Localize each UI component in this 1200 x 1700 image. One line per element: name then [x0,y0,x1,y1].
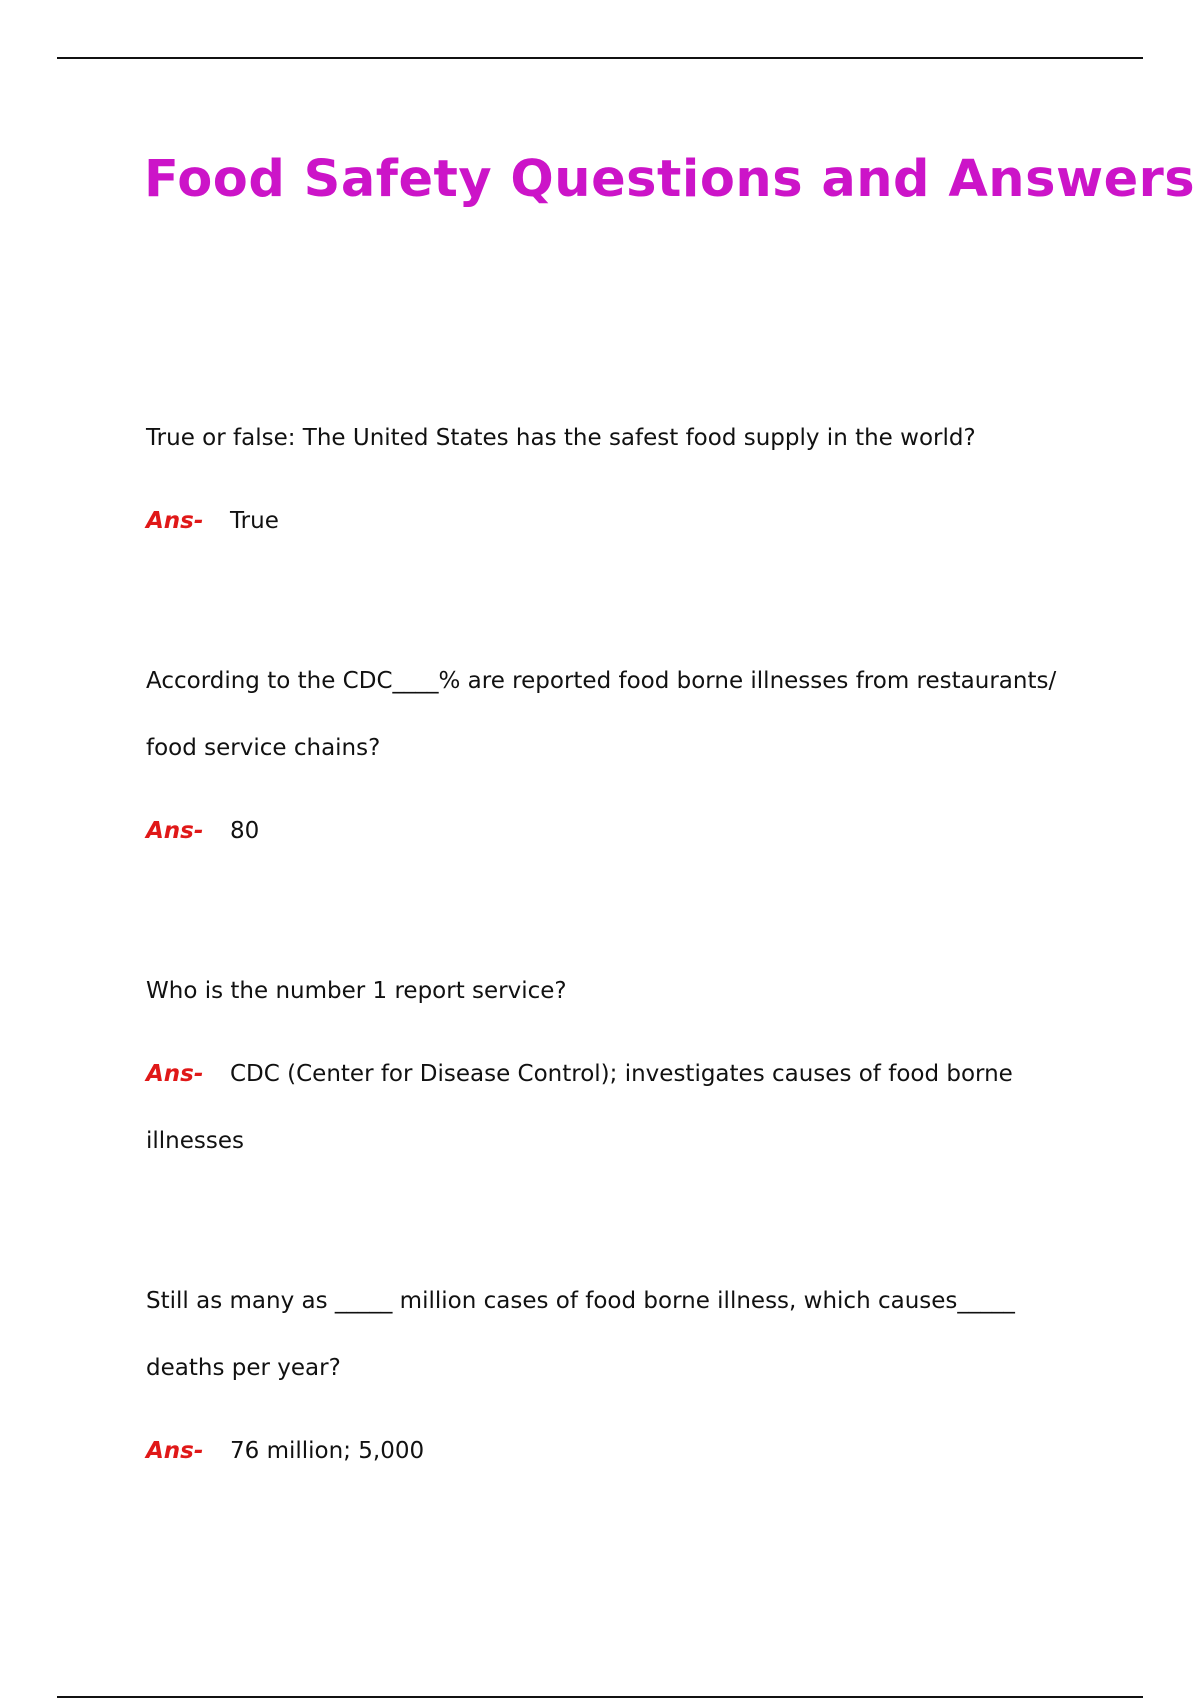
qa-list [146,405,1066,1578]
question-text: Who is the number 1 report service? [146,978,567,1004]
top-rule [57,57,1143,59]
qa-item [146,405,1066,555]
answer-text: 80 [230,818,260,844]
answer-label: Ans- [146,818,204,844]
question-text: True or false: The United States has the safest food supply in the world? [146,425,976,451]
answer-line [146,1041,1066,1175]
qa-item [146,1268,1066,1485]
answer-line [146,1418,1066,1485]
question-text: According to the CDC____% are reported food borne illnesses from restaurants/ food service chains? [146,668,1057,761]
answer-label: Ans- [146,508,204,534]
answer-text: 76 million; 5,000 [230,1438,425,1464]
answer-line [146,488,1066,555]
answer-label: Ans- [146,1438,204,1464]
question-text: Still as many as _____ million cases of food borne illness, which causes_____ deaths per year? [146,1288,1015,1381]
bottom-rule [57,1696,1143,1698]
page-title: Food Safety Questions and Answers [144,150,1196,209]
qa-item [146,958,1066,1175]
answer-line [146,798,1066,865]
answer-text: CDC (Center for Disease Control); investigates causes of food borne illnesses [146,1061,1013,1154]
answer-label: Ans- [146,1061,204,1087]
qa-item [146,648,1066,865]
answer-text: True [230,508,279,534]
